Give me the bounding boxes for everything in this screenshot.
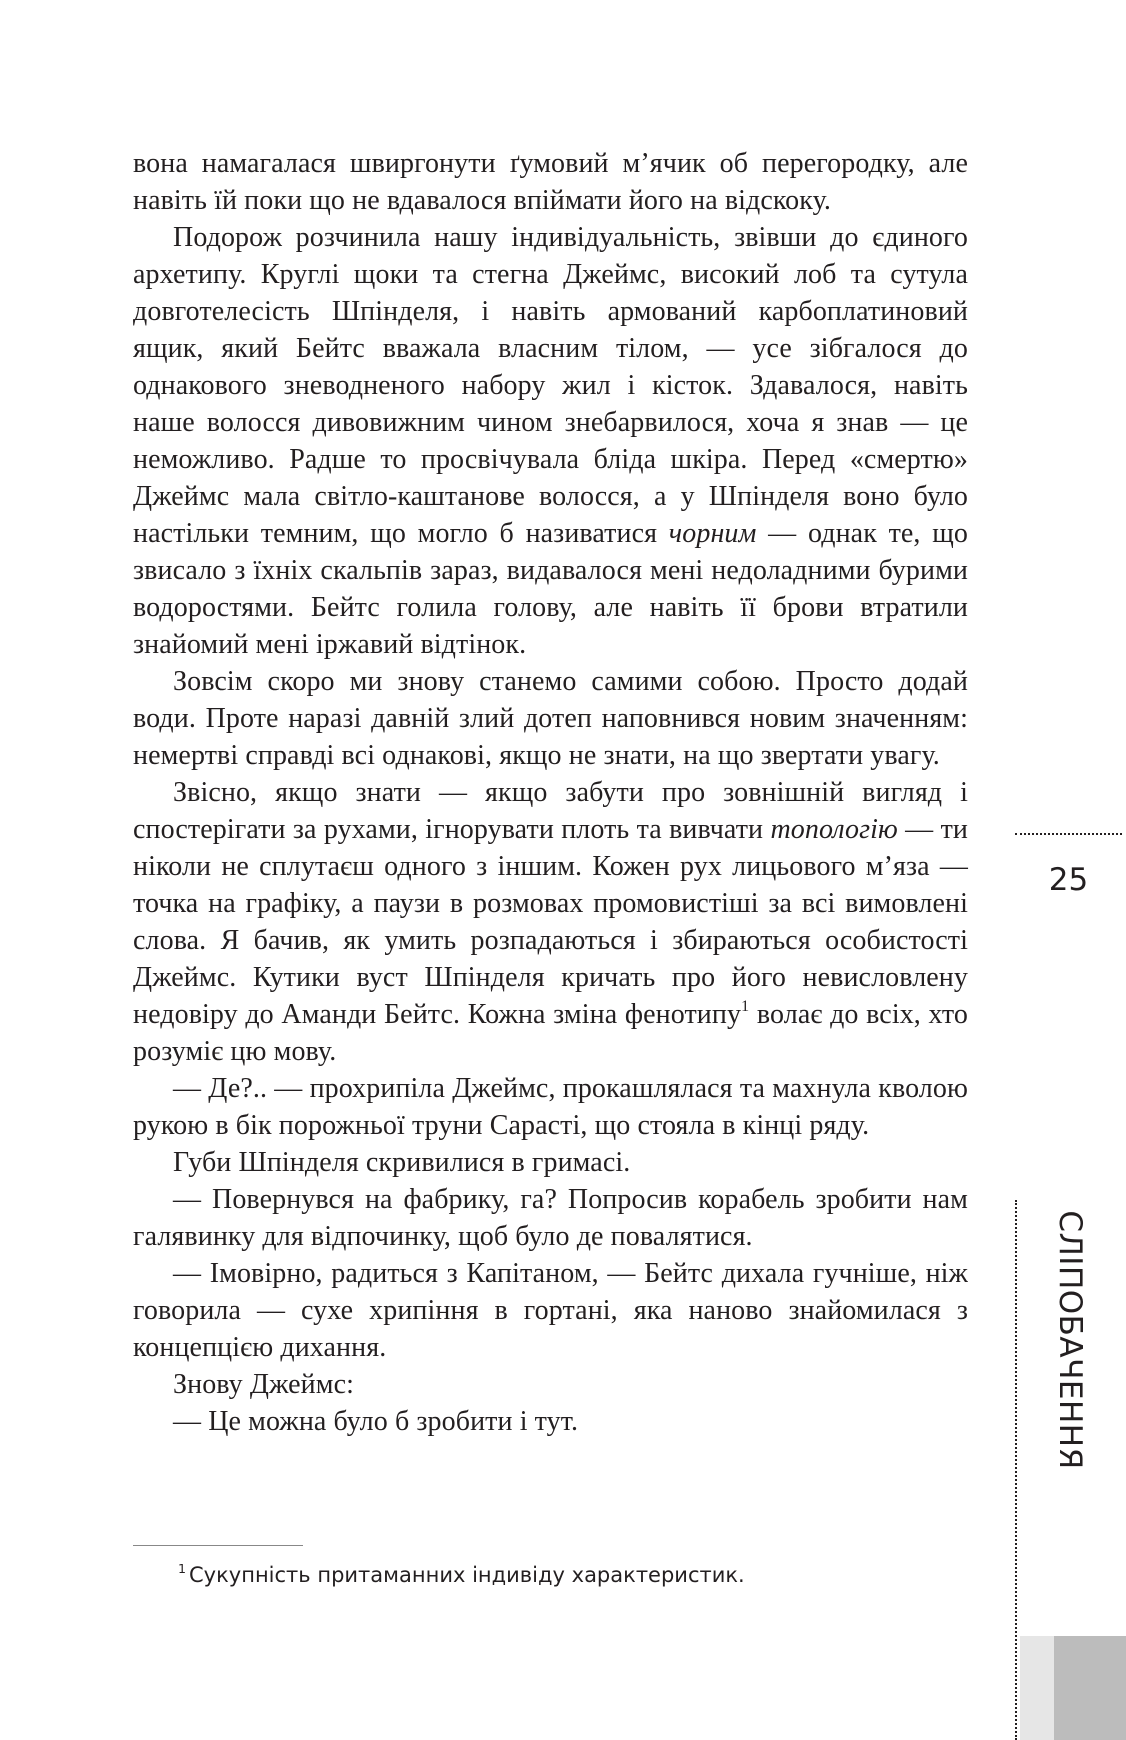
dotted-rule-vertical: [1015, 1200, 1017, 1740]
paragraph: — Імовірно, радиться з Капітаном, — Бейтс дихала гучніше, ніж говорила — сухе хрипіння в гортані, яка наново знайомилася з концепцією дихання.: [133, 1258, 968, 1363]
edge-tab-light: [1020, 1636, 1054, 1740]
dotted-rule-horizontal: [1015, 833, 1122, 835]
edge-tab-dark: [1054, 1636, 1126, 1740]
paragraph: Подорож розчинила нашу індивідуальність, звівши до єдиного архетипу. Круглі щоки та стегна Джеймс, високий лоб та сутула довготелесість Шпінделя, і навіть армований карбоплатиновий ящик, який Бейтс вважала власним тілом, — усе зібгалося до однакового зневодненого набору жил і кісток. Здавалося, навіть наше волосся дивовижним чином знебарвилося, хоча я знав — це неможливо. Радше то просвічувала бліда шкіра. Перед «смертю» Джеймс мала світло-каштанове волосся, а у Шпінделя воно було настільки темним, що могло б називатися чорним — однак те, що звисало з їхніх скальпів зараз, видавалося мені недоладними бурими водоростями. Бейтс голила голову, але навіть її брови втратили знайомий мені іржавий відтінок.: [133, 222, 968, 660]
paragraph-continued: вона намагалася швиргонути ґумовий м’ячик об перегородку, але навіть їй поки що не вдавалося впіймати його на відскоку.: [133, 148, 968, 216]
footnote-text: Сукупність притаманних індивіду характеристик.: [189, 1563, 745, 1587]
paragraph: — Це можна було б зробити і тут.: [173, 1406, 579, 1437]
footnote-marker: 1: [178, 1560, 187, 1576]
footnote-reference[interactable]: 1: [741, 996, 750, 1015]
footnote: [178, 1561, 878, 1589]
paragraph: Губи Шпінделя скривилися в гримасі.: [173, 1147, 631, 1178]
paragraph: — Повернувся на фабрику, га? Попросив корабель зробити нам галявинку для відпочинку, щоб було де повалятися.: [133, 1184, 968, 1252]
paragraph: Знову Джеймс:: [173, 1369, 354, 1400]
running-title: СЛІПОБАЧЕННЯ: [1052, 1210, 1088, 1470]
footnote-divider: [133, 1545, 303, 1546]
paragraph: — Де?.. — прохрипіла Джеймс, прокашлялася та махнула кволою рукою в бік порожньої труни Сарасті, що стояла в кінці ряду.: [133, 1073, 968, 1141]
emphasis: чорним: [668, 518, 757, 549]
body-text: [133, 145, 968, 1440]
paragraph: Звісно, якщо знати — якщо забути про зовнішній вигляд і спостерігати за рухами, ігнорувати плоть та вивчати топологію — ти ніколи не сплутаєш одного з іншим. Кожен рух лицьового м’яза — точка на графіку, а паузи в розмовах промовистіші за всі вимовлені слова. Я бачив, як умить розпадаються і збираються особистості Джеймс. Кутики вуст Шпінделя кричать про його невисловлену недовіру до Аманди Бейтс. Кожна зміна фенотипу$^1$ волає до всіх, хто розуміє цю мову.: [133, 777, 968, 1067]
emphasis: топологію: [770, 814, 898, 845]
page-number: 25: [1048, 862, 1089, 898]
paragraph: Зовсім скоро ми знову станемо самими собою. Просто додай води. Проте наразі давній злий дотеп наповнився новим значенням: немертві справді всі однакові, якщо не знати, на що звертати увагу.: [133, 666, 968, 771]
